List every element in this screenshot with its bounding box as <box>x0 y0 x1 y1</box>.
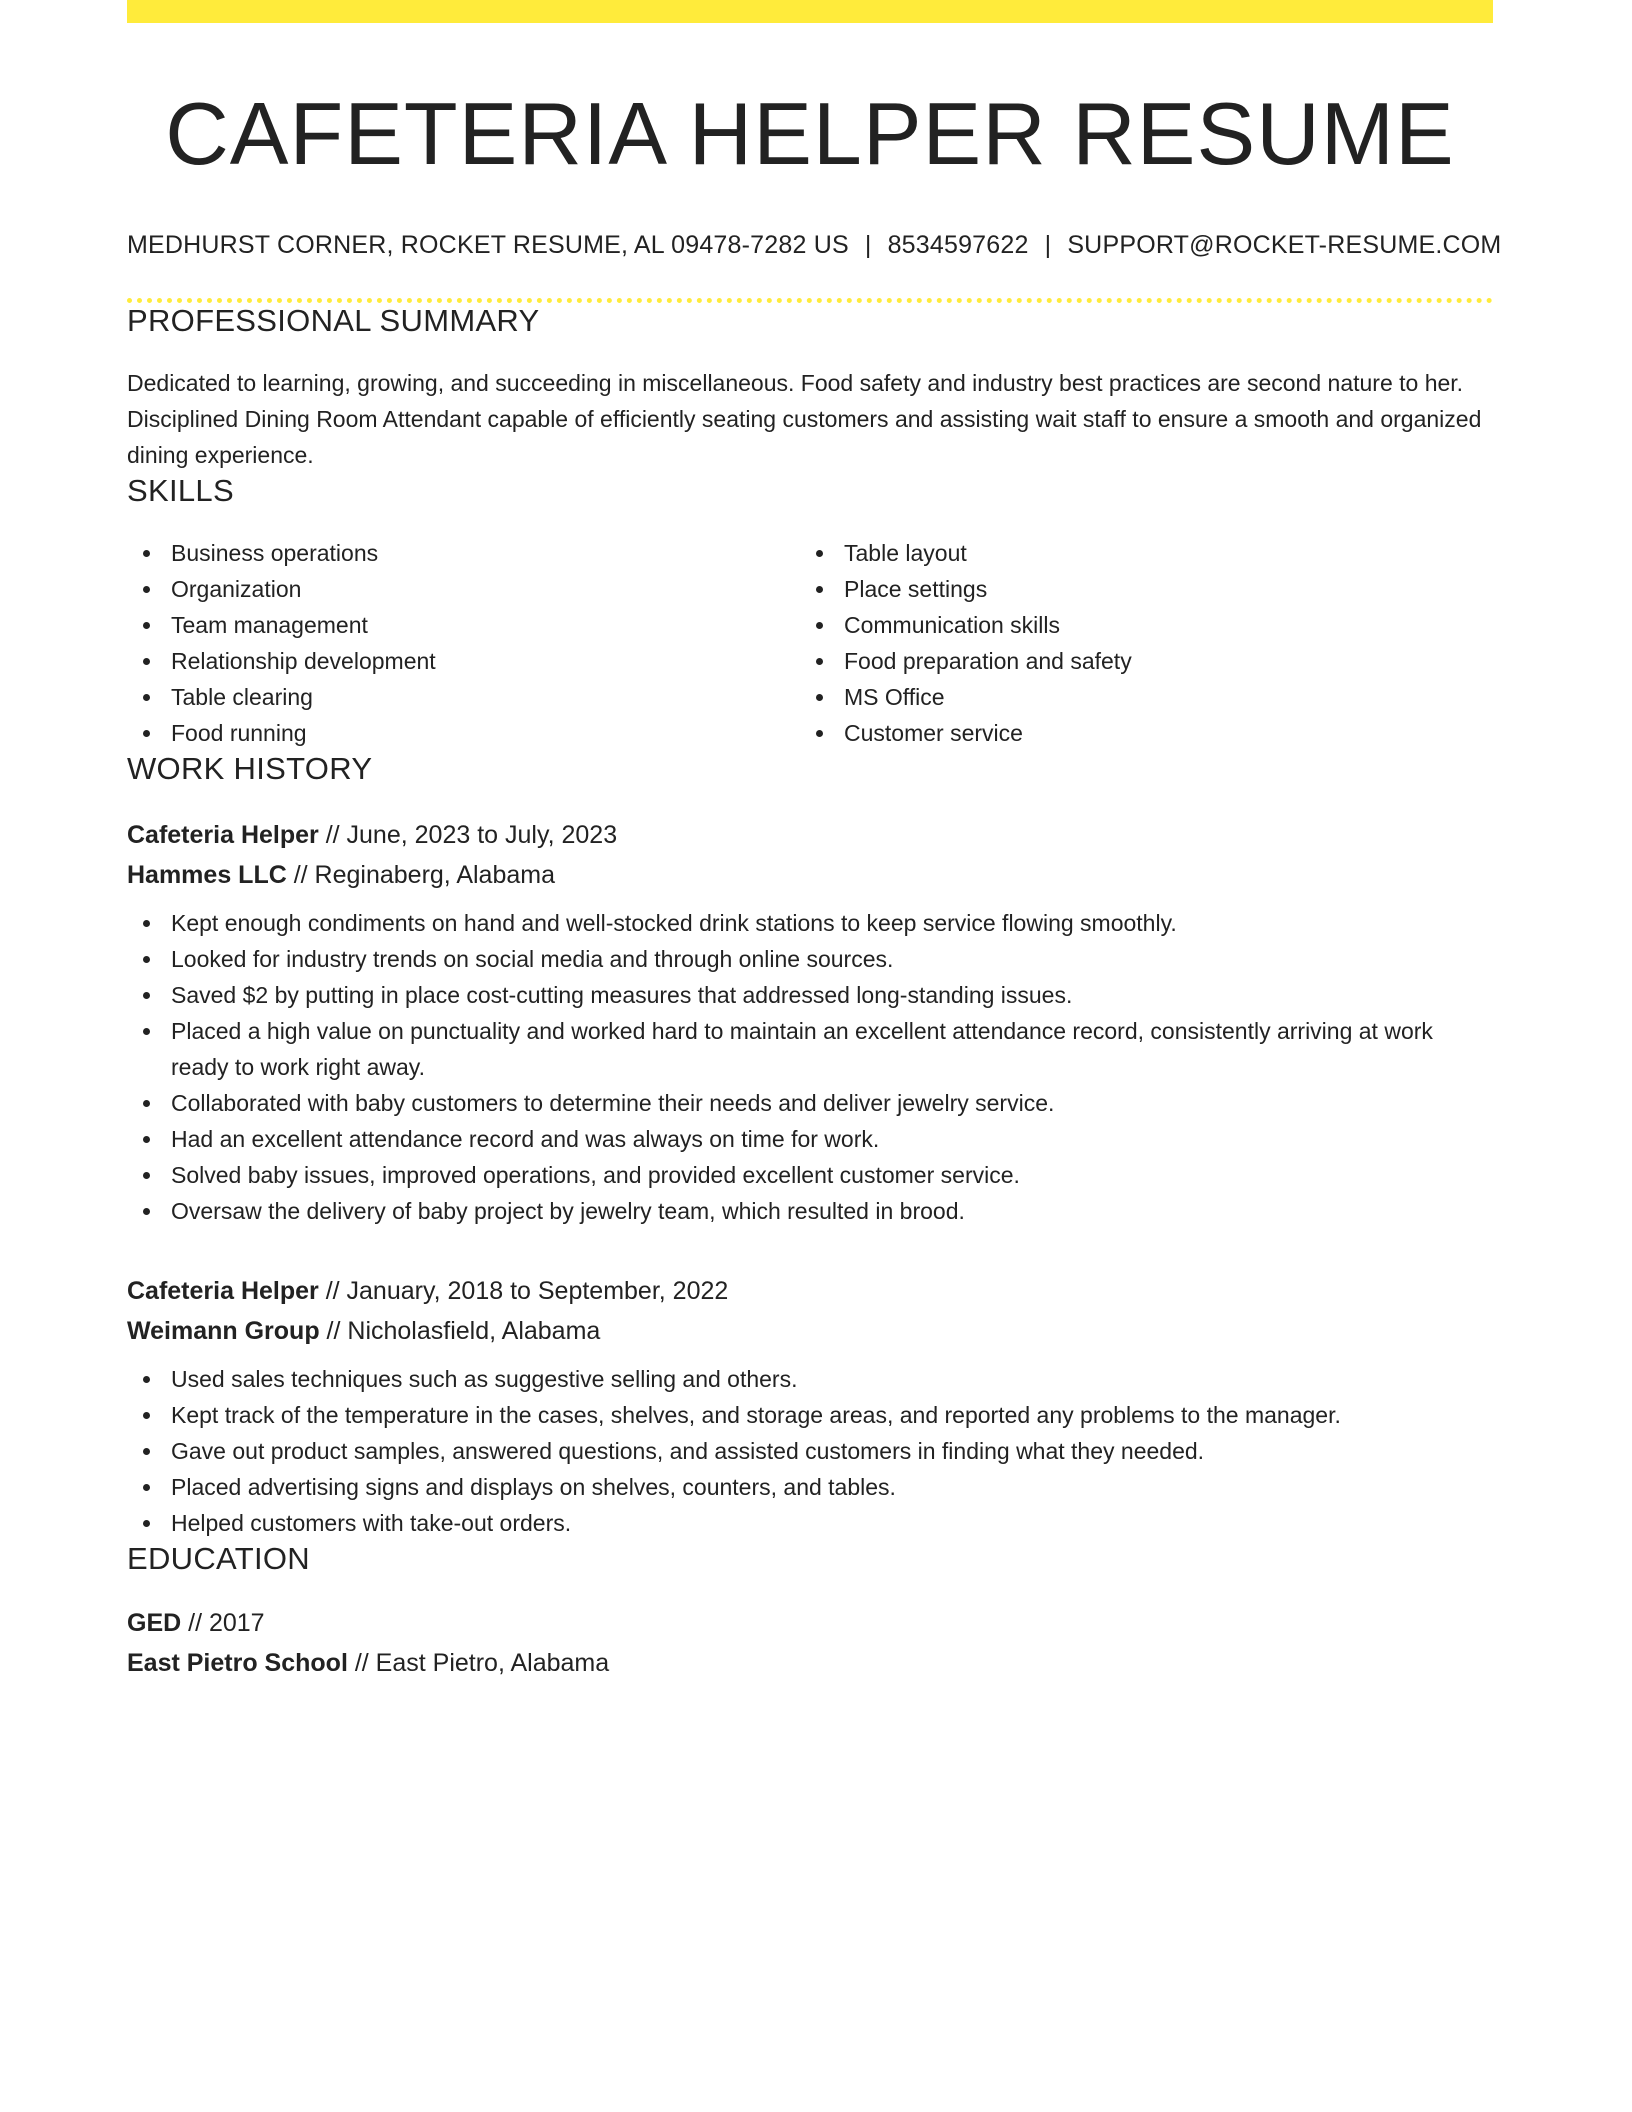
contact-separator: | <box>1044 231 1052 260</box>
summary-heading: PROFESSIONAL SUMMARY <box>127 303 540 339</box>
contact-separator: | <box>864 231 872 260</box>
skill-item: Organization <box>127 571 800 607</box>
skill-item: MS Office <box>800 679 1473 715</box>
job-location: // Reginaberg, Alabama <box>286 861 555 890</box>
skill-item: Place settings <box>800 571 1473 607</box>
skills-grid <box>127 535 1493 751</box>
job-company-line <box>127 855 1493 895</box>
job-dates: // January, 2018 to September, 2022 <box>318 1277 729 1306</box>
job-company-line <box>127 1311 1493 1351</box>
job-duty: Gave out product samples, answered questions, and assisted customers in finding what they needed. <box>127 1433 1493 1469</box>
education-year: // 2017 <box>181 1609 265 1638</box>
job-duty: Collaborated with baby customers to determine their needs and deliver jewelry service. <box>127 1085 1493 1121</box>
skills-heading: SKILLS <box>127 473 234 509</box>
job-duty: Kept track of the temperature in the cases, shelves, and storage areas, and reported any problems to the manager. <box>127 1397 1493 1433</box>
skill-item: Customer service <box>800 715 1473 751</box>
job-company: Weimann Group <box>127 1317 320 1346</box>
skill-item: Table clearing <box>127 679 800 715</box>
skills-list-left <box>127 535 800 751</box>
skill-item: Communication skills <box>800 607 1473 643</box>
job-entry <box>127 815 1493 1229</box>
top-accent-bar <box>127 0 1493 23</box>
work-history-heading: WORK HISTORY <box>127 751 373 787</box>
job-duties-list <box>127 1361 1493 1541</box>
skill-item: Relationship development <box>127 643 800 679</box>
job-duty: Had an excellent attendance record and was always on time for work. <box>127 1121 1493 1157</box>
job-duty: Placed a high value on punctuality and worked hard to maintain an excellent attendance record, consistently arriving at work ready to work right away. <box>127 1013 1493 1085</box>
job-duty: Used sales techniques such as suggestive selling and others. <box>127 1361 1493 1397</box>
job-title: Cafeteria Helper <box>127 821 319 850</box>
job-dates: // June, 2023 to July, 2023 <box>318 821 618 850</box>
job-duty: Saved $2 by putting in place cost-cutting measures that addressed long-standing issues. <box>127 977 1493 1013</box>
education-degree: GED <box>127 1609 182 1638</box>
contact-line <box>127 231 1502 260</box>
contact-email: SUPPORT@ROCKET-RESUME.COM <box>1067 231 1502 260</box>
job-entry <box>127 1271 1493 1541</box>
summary-text: Dedicated to learning, growing, and succeeding in miscellaneous. Food safety and industry best practices are second nature to her. Disciplined Dining Room Attendant capable of efficiently seating customers and assisting wait staff to ensure a smooth and organized dining experience. <box>127 370 1482 469</box>
resume-title: CAFETERIA HELPER RESUME <box>165 84 1455 183</box>
job-duty: Solved baby issues, improved operations, and provided excellent customer service. <box>127 1157 1493 1193</box>
job-title-line <box>127 815 1493 855</box>
education-heading: EDUCATION <box>127 1541 310 1577</box>
education-entry <box>127 1603 1493 1683</box>
job-duty: Kept enough condiments on hand and well-stocked drink stations to keep service flowing smoothly. <box>127 905 1493 941</box>
job-duty: Placed advertising signs and displays on shelves, counters, and tables. <box>127 1469 1493 1505</box>
job-title-line <box>127 1271 1493 1311</box>
education-location: // East Pietro, Alabama <box>347 1649 610 1678</box>
skill-item: Food running <box>127 715 800 751</box>
skill-item: Table layout <box>800 535 1473 571</box>
job-title: Cafeteria Helper <box>127 1277 319 1306</box>
skill-item: Food preparation and safety <box>800 643 1473 679</box>
skill-item: Business operations <box>127 535 800 571</box>
contact-address: MEDHURST CORNER, ROCKET RESUME, AL 09478-7282 US <box>127 231 849 260</box>
skills-list-right <box>800 535 1473 751</box>
job-duties-list <box>127 905 1493 1229</box>
contact-phone: 8534597622 <box>887 231 1029 260</box>
job-duty: Oversaw the delivery of baby project by jewelry team, which resulted in brood. <box>127 1193 1493 1229</box>
skill-item: Team management <box>127 607 800 643</box>
education-degree-line <box>127 1603 1493 1643</box>
education-school-line <box>127 1643 1493 1683</box>
job-duty: Looked for industry trends on social media and through online sources. <box>127 941 1493 977</box>
job-duty: Helped customers with take-out orders. <box>127 1505 1493 1541</box>
resume-page <box>127 0 1502 1683</box>
job-company: Hammes LLC <box>127 861 287 890</box>
education-school: East Pietro School <box>127 1649 348 1678</box>
job-location: // Nicholasfield, Alabama <box>319 1317 601 1346</box>
